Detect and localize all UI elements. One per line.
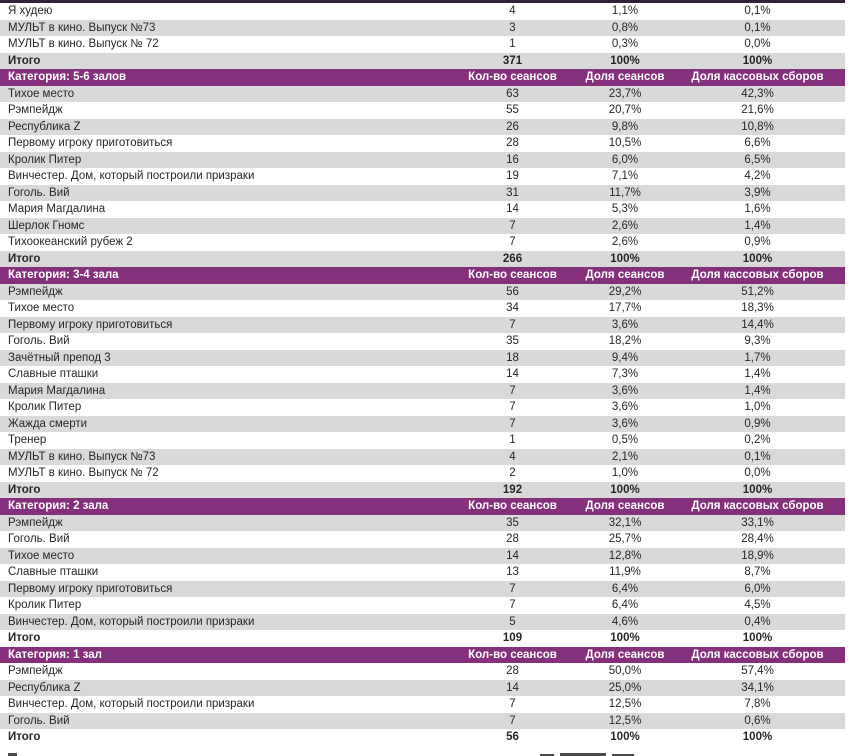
box-office-share-cell: 51,2% [741,285,774,298]
movie-row [0,152,845,169]
sessions-count-cell: 35 [506,516,519,529]
sessions-share-cell: 0,3% [611,38,639,50]
sessions-share-cell: 3,6% [611,318,639,331]
box-office-share-cell: 14,4% [741,318,774,331]
movie-row [0,185,845,202]
movie-row [0,350,845,367]
sessions-count-cell: 28 [506,533,519,545]
sessions-share-cell: 6,4% [611,599,639,611]
movie-row [0,465,845,482]
movie-row [0,119,845,136]
sessions-share-cell: 100% [610,731,640,743]
movie-name-cell: Жажда смерти [8,417,88,430]
sessions-count-cell: 34 [506,302,519,314]
sessions-share-cell: 0,5% [611,434,639,446]
movie-name-cell: Кролик Питер [8,153,82,166]
sessions-count-cell: 19 [506,170,519,182]
box-office-share-cell: 0,9% [744,236,771,248]
sessions-share-cell: 23,7% [608,87,642,100]
total-row [0,53,845,70]
clipped-text-fragment [8,753,17,756]
movie-name-cell: Тренер [8,434,47,446]
movie-name-cell: Первому игроку приготовиться [8,582,173,595]
movie-row [0,317,845,334]
category-header-row [0,498,845,515]
box-office-share-cell: 1,4% [744,219,771,232]
col-header-sessions-share: Доля сеансов [585,500,665,512]
movie-name-cell: Гоголь. Вий [8,533,70,545]
movie-name-cell: Рэмпейдж [8,516,63,529]
sessions-share-cell: 18,2% [608,335,642,347]
movie-row [0,36,845,53]
box-office-share-cell: 1,6% [744,203,771,215]
movie-row [0,614,845,631]
category-label: Категория: 2 зала [8,500,109,512]
sessions-count-cell: 26 [506,120,519,133]
box-office-share-cell: 18,3% [741,302,774,314]
movie-row [0,300,845,317]
movie-name-cell: Тихоокеанский рубеж 2 [8,236,133,248]
movie-row [0,597,845,614]
sessions-share-cell: 5,3% [611,203,639,215]
movie-name-cell: Кролик Питер [8,599,82,611]
sessions-count-cell: 14 [506,549,519,562]
sessions-share-cell: 2,6% [611,236,639,248]
movie-row [0,416,845,433]
sessions-share-cell: 100% [610,54,640,67]
category-header-row [0,267,845,284]
sessions-share-cell: 3,6% [611,417,639,430]
movie-row [0,548,845,565]
box-office-share-cell: 7,8% [744,698,771,710]
sessions-share-cell: 100% [610,252,640,265]
movie-row [0,432,845,449]
movie-name-cell: Я худею [8,5,53,17]
box-office-share-cell: 34,1% [741,681,774,694]
movie-row [0,201,845,218]
movie-name-cell: МУЛЬТ в кино. Выпуск №73 [8,21,156,34]
col-header-sessions: Кол-во сеансов [468,500,557,512]
sessions-count-cell: 7 [509,582,516,595]
sessions-count-cell: 63 [506,87,519,100]
sessions-count-cell: 7 [509,219,516,232]
sessions-count-cell: 16 [506,153,519,166]
movie-name-cell: Славные пташки [8,368,99,380]
total-label: Итого [8,731,41,743]
total-row [0,729,845,746]
sessions-share-cell: 29,2% [608,285,642,298]
sessions-share-cell: 7,3% [611,368,639,380]
box-office-share-cell: 10,8% [741,120,774,133]
category-header-row [0,69,845,86]
movie-name-cell: Винчестер. Дом, который построили призраки [8,698,255,710]
sessions-count-cell: 7 [509,236,516,248]
sessions-share-cell: 12,8% [608,549,642,562]
sessions-share-cell: 9,8% [611,120,639,133]
box-office-share-cell: 0,1% [744,21,771,34]
box-office-share-cell: 57,4% [741,665,774,677]
sessions-share-cell: 10,5% [608,137,642,149]
movie-name-cell: Зачётный препод 3 [8,351,111,364]
movie-row [0,3,845,20]
sessions-count-cell: 4 [509,5,516,17]
box-office-share-cell: 4,5% [744,599,771,611]
box-office-share-cell: 1,0% [744,401,771,413]
movie-row [0,449,845,466]
movie-row [0,333,845,350]
movie-name-cell: Тихое место [8,87,75,100]
box-office-share-cell: 6,0% [744,582,771,595]
box-office-share-cell: 33,1% [741,516,774,529]
movie-row [0,713,845,730]
category-label: Категория: 1 зал [8,648,102,661]
total-label: Итого [8,54,41,67]
box-office-share-cell: 0,6% [744,714,771,727]
sessions-share-cell: 3,6% [611,401,639,413]
movie-name-cell: Рэмпейдж [8,665,63,677]
col-header-sessions: Кол-во сеансов [468,648,557,661]
sessions-share-cell: 25,7% [608,533,642,545]
box-office-share-cell: 1,7% [744,351,771,364]
sessions-share-cell: 6,0% [611,153,639,166]
movie-row [0,680,845,697]
movie-name-cell: Винчестер. Дом, который построили призраки [8,615,255,628]
movie-name-cell: Шерлок Гномс [8,219,85,232]
box-office-share-cell: 21,6% [741,104,774,116]
movie-row [0,663,845,680]
box-office-share-cell: 9,3% [744,335,771,347]
box-office-share-cell: 0,1% [744,450,771,463]
sessions-share-cell: 25,0% [608,681,642,694]
movie-row [0,284,845,301]
box-office-share-cell: 3,9% [744,186,771,199]
movie-row [0,135,845,152]
movie-name-cell: Мария Магдалина [8,384,106,397]
box-office-share-cell: 4,2% [744,170,771,182]
sessions-share-cell: 100% [610,483,640,496]
sessions-count-cell: 7 [509,714,516,727]
sessions-count-cell: 7 [509,599,516,611]
movie-name-cell: Тихое место [8,302,75,314]
clipped-text-fragment [560,753,606,756]
movie-name-cell: Республика Z [8,120,81,133]
sessions-share-cell: 50,0% [608,665,642,677]
sessions-share-cell: 12,5% [608,714,642,727]
sessions-count-cell: 371 [502,54,523,67]
sessions-count-cell: 7 [509,384,516,397]
col-header-box-office-share: Доля кассовых сборов [691,269,824,281]
box-office-share-cell: 100% [742,54,773,67]
sessions-count-cell: 56 [506,285,519,298]
movie-row [0,234,845,251]
sessions-share-cell: 17,7% [608,302,642,314]
movie-row [0,383,845,400]
box-office-share-cell: 8,7% [744,566,771,578]
box-office-share-cell: 100% [742,731,773,743]
col-header-box-office-share: Доля кассовых сборов [691,71,824,83]
box-office-share-cell: 100% [742,632,773,644]
sessions-count-cell: 14 [506,203,519,215]
sessions-share-cell: 11,9% [609,566,641,578]
sessions-share-cell: 20,7% [608,104,642,116]
sessions-count-cell: 31 [506,186,519,199]
box-office-share-cell: 42,3% [741,87,774,100]
col-header-sessions-share: Доля сеансов [585,648,665,661]
sessions-count-cell: 28 [506,665,519,677]
sessions-share-cell: 6,4% [611,582,639,595]
total-row [0,630,845,647]
sessions-count-cell: 35 [506,335,519,347]
sessions-count-cell: 5 [509,615,516,628]
box-office-share-cell: 100% [742,483,773,496]
category-label: Категория: 3-4 зала [8,269,119,281]
movie-row [0,366,845,383]
movie-row [0,399,845,416]
sessions-count-cell: 28 [506,137,519,149]
movie-row [0,564,845,581]
sessions-share-cell: 1,1% [611,5,639,17]
sessions-count-cell: 7 [509,401,516,413]
movie-name-cell: Гоголь. Вий [8,186,70,199]
box-office-share-cell: 28,4% [741,533,774,545]
box-office-share-cell: 0,1% [744,5,771,17]
box-office-share-cell: 6,5% [744,153,771,166]
movie-row [0,531,845,548]
box-office-share-cell: 0,9% [744,417,771,430]
movie-name-cell: Гоголь. Вий [8,714,70,727]
sessions-share-cell: 7,1% [611,170,639,182]
box-office-share-cell: 100% [742,252,773,265]
box-office-share-cell: 18,9% [741,549,774,562]
col-header-sessions: Кол-во сеансов [468,71,557,83]
sessions-count-cell: 1 [509,38,516,50]
sessions-share-cell: 9,4% [611,351,639,364]
sessions-share-cell: 4,6% [611,615,639,628]
total-row [0,251,845,268]
total-label: Итого [8,483,41,496]
sessions-count-cell: 56 [506,731,519,743]
box-office-share-cell: 0,2% [744,434,771,446]
movie-row [0,102,845,119]
movie-name-cell: Мария Магдалина [8,203,106,215]
movie-row [0,86,845,103]
box-office-share-cell: 0,0% [744,467,771,479]
sessions-count-cell: 13 [506,566,519,578]
sessions-count-cell: 4 [509,450,516,463]
movie-name-cell: Республика Z [8,681,81,694]
movie-name-cell: МУЛЬТ в кино. Выпуск № 72 [8,38,159,50]
col-header-sessions: Кол-во сеансов [468,269,557,281]
sessions-count-cell: 7 [509,417,516,430]
box-office-share-cell: 1,4% [744,368,771,380]
sessions-count-cell: 3 [509,21,516,34]
movie-name-cell: МУЛЬТ в кино. Выпуск №73 [8,450,156,463]
clipped-bottom-text-row [0,746,845,756]
box-office-share-cell: 1,4% [744,384,771,397]
col-header-box-office-share: Доля кассовых сборов [691,500,824,512]
box-office-share-cell: 0,4% [744,615,771,628]
sessions-count-cell: 192 [502,483,523,496]
sessions-count-cell: 7 [509,318,516,331]
sessions-count-cell: 18 [506,351,519,364]
sessions-share-cell: 3,6% [611,384,639,397]
category-header-row [0,647,845,664]
sessions-count-cell: 2 [509,467,516,479]
sessions-count-cell: 266 [502,252,523,265]
sessions-share-cell: 32,1% [608,516,642,529]
movie-name-cell: Славные пташки [8,566,99,578]
total-row [0,482,845,499]
movie-name-cell: Гоголь. Вий [8,335,70,347]
box-office-share-cell: 0,0% [744,38,771,50]
category-label: Категория: 5-6 залов [8,71,127,83]
movie-row [0,218,845,235]
sessions-count-cell: 55 [506,104,519,116]
col-header-box-office-share: Доля кассовых сборов [691,648,824,661]
movie-name-cell: Кролик Питер [8,401,82,413]
movie-row [0,696,845,713]
sessions-count-cell: 7 [509,698,516,710]
total-label: Итого [8,252,41,265]
movie-name-cell: Первому игроку приготовиться [8,137,173,149]
sessions-share-cell: 1,0% [611,467,639,479]
sessions-share-cell: 100% [610,632,640,644]
movie-name-cell: Винчестер. Дом, который построили призраки [8,170,255,182]
sessions-count-cell: 14 [506,681,519,694]
sessions-count-cell: 109 [502,632,523,644]
sessions-share-cell: 0,8% [611,21,639,34]
sessions-share-cell: 2,6% [611,219,639,232]
sessions-count-cell: 1 [509,434,516,446]
sessions-count-cell: 14 [506,368,519,380]
sessions-share-cell: 12,5% [608,698,642,710]
movie-name-cell: Рэмпейдж [8,104,63,116]
sessions-share-cell: 2,1% [611,450,639,463]
box-office-share-cell: 6,6% [744,137,771,149]
movie-row [0,581,845,598]
movie-name-cell: МУЛЬТ в кино. Выпуск № 72 [8,467,159,479]
movie-name-cell: Рэмпейдж [8,285,63,298]
movie-name-cell: Тихое место [8,549,75,562]
movie-name-cell: Первому игроку приготовиться [8,318,173,331]
total-label: Итого [8,632,41,644]
movie-row [0,515,845,532]
movie-row [0,168,845,185]
sessions-share-cell: 11,7% [609,186,641,199]
movie-row [0,20,845,37]
col-header-sessions-share: Доля сеансов [585,269,665,281]
col-header-sessions-share: Доля сеансов [585,71,665,83]
